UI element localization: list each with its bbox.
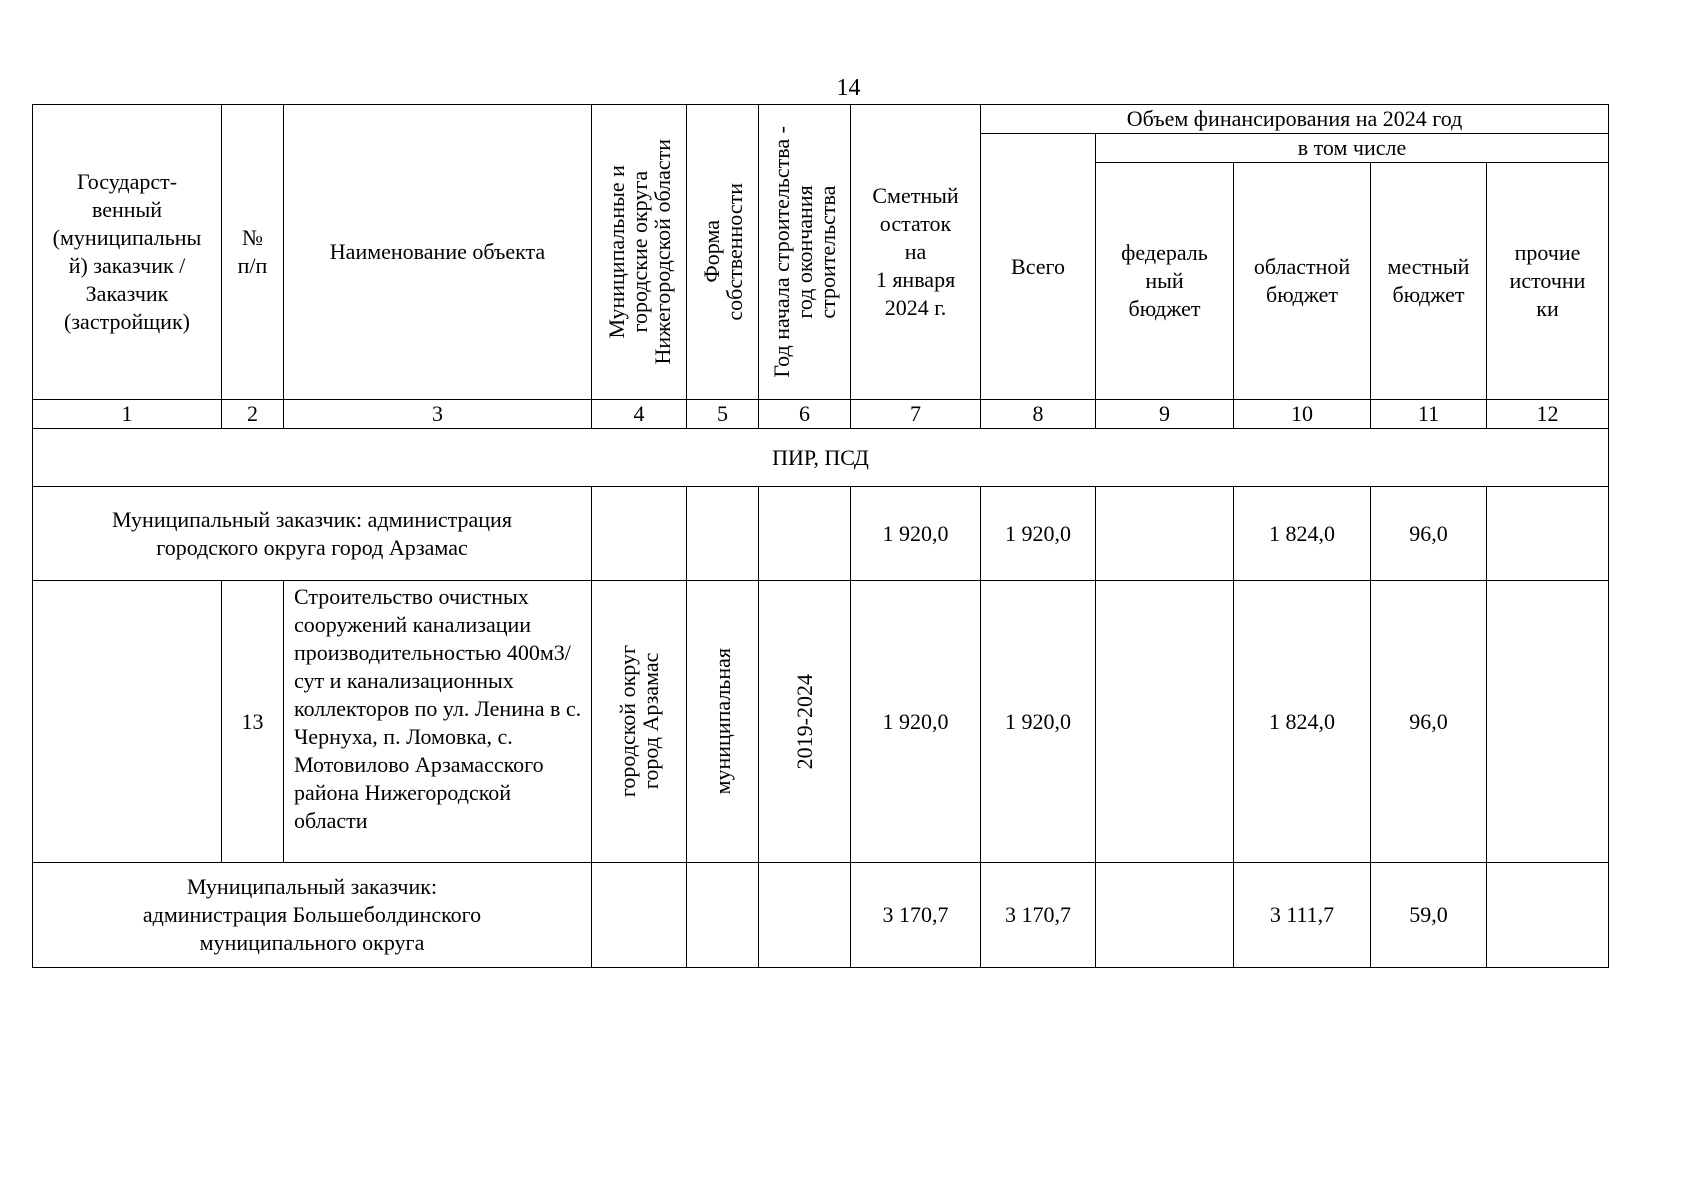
customer-cell [33, 581, 222, 863]
header-years-text: Год начала строительства - год окончания строительства [769, 126, 840, 378]
column-number: 9 [1096, 400, 1234, 429]
column-number: 12 [1487, 400, 1609, 429]
other-cell [1487, 581, 1609, 863]
years-cell [759, 863, 851, 968]
estimate-cell: 1 920,0 [851, 487, 981, 581]
column-number: 3 [284, 400, 592, 429]
other-cell [1487, 863, 1609, 968]
column-number: 4 [592, 400, 687, 429]
district-text: городской округ город Арзамас [615, 645, 663, 798]
column-number: 7 [851, 400, 981, 429]
ownership-cell [687, 487, 759, 581]
header-local: местный бюджет [1371, 163, 1487, 400]
header-including: в том числе [1096, 134, 1609, 163]
years-cell [759, 581, 851, 863]
customer-cell: Муниципальный заказчик: администрация Большеболдинского муниципального округа [33, 863, 592, 968]
column-number: 5 [687, 400, 759, 429]
years-text: 2019-2024 [792, 673, 817, 770]
column-number: 10 [1234, 400, 1371, 429]
header-customer: Государст- венный (муниципальны й) заказчик / Заказчик (застройщик) [33, 105, 222, 400]
column-numbers-row [33, 400, 1609, 429]
estimate-cell: 3 170,7 [851, 863, 981, 968]
local-cell: 96,0 [1371, 581, 1487, 863]
table-row [33, 863, 1609, 968]
district-cell [592, 487, 687, 581]
header-districts-text: Муниципальные и городские округа Нижегородской области [603, 139, 675, 365]
district-cell [592, 581, 687, 863]
header-number: № п/п [222, 105, 284, 400]
other-cell [1487, 487, 1609, 581]
regional-cell: 1 824,0 [1234, 581, 1371, 863]
header-estimate-balance: Сметный остаток на 1 января 2024 г. [851, 105, 981, 400]
column-number: 6 [759, 400, 851, 429]
column-number: 2 [222, 400, 284, 429]
ownership-cell [687, 581, 759, 863]
header-ownership-text: Форма собственности [698, 183, 747, 321]
customer-cell: Муниципальный заказчик: администрация городского округа город Арзамас [33, 487, 592, 581]
header-federal: федераль ный бюджет [1096, 163, 1234, 400]
ownership-cell [687, 863, 759, 968]
header-years [759, 105, 851, 400]
column-number: 8 [981, 400, 1096, 429]
financing-table [32, 104, 1609, 968]
header-object-name: Наименование объекта [284, 105, 592, 400]
total-cell: 1 920,0 [981, 581, 1096, 863]
ownership-text: муниципальная [710, 648, 735, 795]
header-other: прочие источни ки [1487, 163, 1609, 400]
column-number: 1 [33, 400, 222, 429]
years-cell [759, 487, 851, 581]
local-cell: 59,0 [1371, 863, 1487, 968]
regional-cell: 3 111,7 [1234, 863, 1371, 968]
estimate-cell: 1 920,0 [851, 581, 981, 863]
total-cell: 3 170,7 [981, 863, 1096, 968]
page-number: 14 [836, 75, 861, 101]
federal-cell [1096, 863, 1234, 968]
header-total: Всего [981, 134, 1096, 400]
header-districts [592, 105, 687, 400]
header-regional: областной бюджет [1234, 163, 1371, 400]
table-row [33, 487, 1609, 581]
regional-cell: 1 824,0 [1234, 487, 1371, 581]
federal-cell [1096, 581, 1234, 863]
total-cell: 1 920,0 [981, 487, 1096, 581]
column-number: 11 [1371, 400, 1487, 429]
header-ownership [687, 105, 759, 400]
federal-cell [1096, 487, 1234, 581]
object-name-cell: Строительство очистных сооружений канализации производительностью 400м3/сут и канализационных коллекторов по ул. Ленина в с. Чернуха, п. Ломовка, с. Мотовилово Арзамасского района Нижегородской области [284, 581, 592, 863]
header-funding-2024: Объем финансирования на 2024 год [981, 105, 1609, 134]
table-row [33, 581, 1609, 863]
local-cell: 96,0 [1371, 487, 1487, 581]
district-cell [592, 863, 687, 968]
number-cell: 13 [222, 581, 284, 863]
section-title: ПИР, ПСД [33, 429, 1609, 487]
